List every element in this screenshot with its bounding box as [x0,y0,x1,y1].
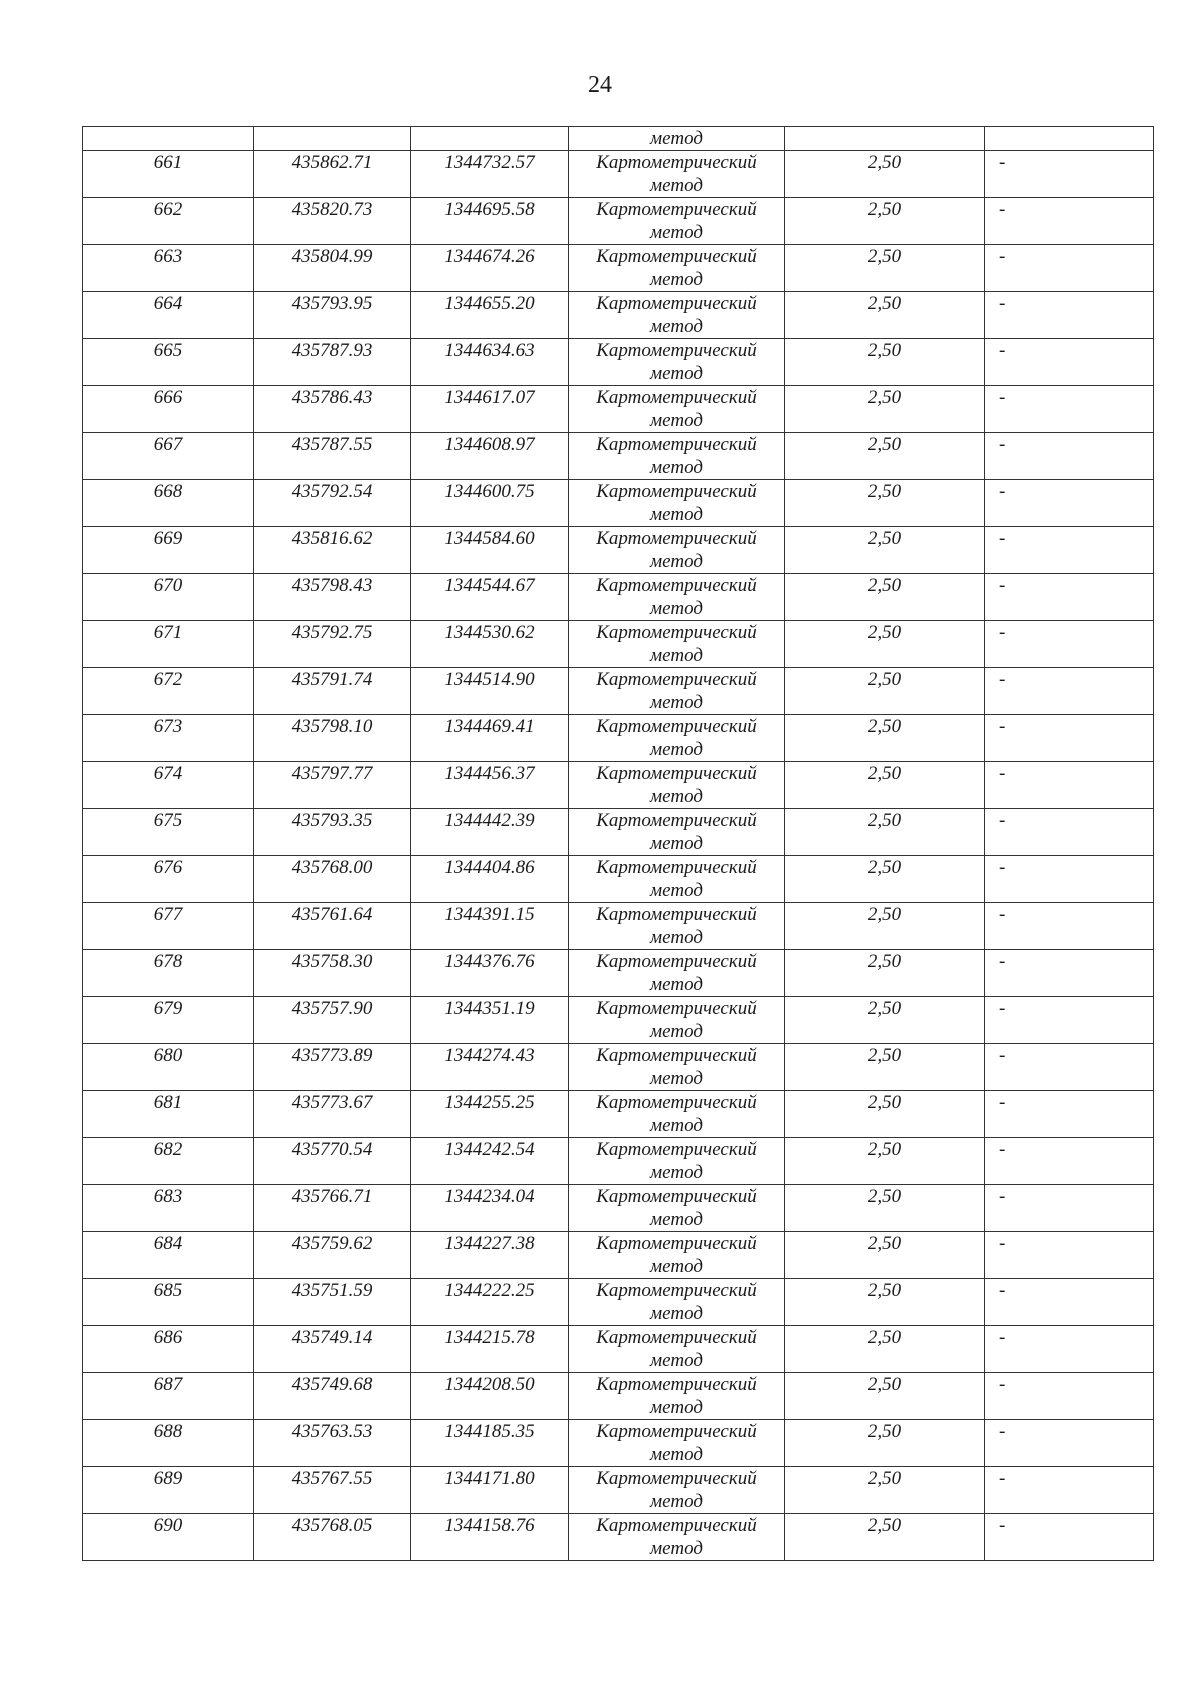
cell-note: - [985,621,1154,668]
method-line-2: метод [650,1350,703,1371]
cell-accuracy: 2,50 [785,809,985,856]
cell-accuracy: 2,50 [785,1232,985,1279]
cell-method [569,386,785,433]
cell-accuracy: 2,50 [785,527,985,574]
cell-y: 1344617.07 [411,386,569,433]
cell-number: 661 [83,151,254,198]
method-line-1: Картометрический [596,575,757,596]
cell-method [569,997,785,1044]
cell-number: 669 [83,527,254,574]
cell-accuracy: 2,50 [785,574,985,621]
table-row [83,292,1154,339]
cell-method [569,574,785,621]
method-line-2: метод [650,1538,703,1559]
cell-accuracy: 2,50 [785,950,985,997]
method-line-1: Картометрический [596,998,757,1019]
cell-number: 675 [83,809,254,856]
cell-number: 667 [83,433,254,480]
cell-number: 678 [83,950,254,997]
method-line-1: Картометрический [596,763,757,784]
cell-number: 672 [83,668,254,715]
cell-y: 1344242.54 [411,1138,569,1185]
cell-y: 1344351.19 [411,997,569,1044]
cell-accuracy: 2,50 [785,198,985,245]
cell-method [569,1185,785,1232]
cell-y: 1344274.43 [411,1044,569,1091]
table-row [83,903,1154,950]
method-line-1: Картометрический [596,152,757,173]
cell-y: 1344234.04 [411,1185,569,1232]
cell-accuracy: 2,50 [785,339,985,386]
method-line-2: метод [650,974,703,995]
cell-y: 1344391.15 [411,903,569,950]
method-line-2: метод [650,504,703,525]
cell-x: 435759.62 [254,1232,411,1279]
cell-x: 435768.00 [254,856,411,903]
cell-y: 1344732.57 [411,151,569,198]
cell-accuracy: 2,50 [785,245,985,292]
method-line-1: Картометрический [596,716,757,737]
method-line-2: метод [650,1491,703,1512]
cell-y: 1344608.97 [411,433,569,480]
cell-number: 682 [83,1138,254,1185]
cell-accuracy: 2,50 [785,1279,985,1326]
method-line-1: Картометрический [596,1092,757,1113]
cell-note: - [985,339,1154,386]
table-row [83,1091,1154,1138]
cell-y: 1344185.35 [411,1420,569,1467]
cell-note: - [985,1044,1154,1091]
table-row [83,1326,1154,1373]
cell-number: 676 [83,856,254,903]
method-line-1: Картометрический [596,622,757,643]
table-row [83,1420,1154,1467]
cell-note: - [985,292,1154,339]
cell-x: 435798.10 [254,715,411,762]
method-line-2: метод [650,551,703,572]
method-line-2: метод [650,645,703,666]
cell-x: 435791.74 [254,668,411,715]
method-line-2: метод [650,833,703,854]
method-line-2: метод [650,1444,703,1465]
cell-x: 435773.89 [254,1044,411,1091]
cell-number: 663 [83,245,254,292]
cell-x: 435773.67 [254,1091,411,1138]
cell-x: 435763.53 [254,1420,411,1467]
cell-y: 1344158.76 [411,1514,569,1561]
cell-x: 435767.55 [254,1467,411,1514]
method-line-2: метод [650,363,703,384]
cell-y [411,127,569,151]
cell-number: 666 [83,386,254,433]
cell-note: - [985,151,1154,198]
cell-accuracy [785,127,985,151]
cell-x [254,127,411,151]
cell-y: 1344469.41 [411,715,569,762]
cell-method [569,1279,785,1326]
cell-y: 1344227.38 [411,1232,569,1279]
cell-x: 435786.43 [254,386,411,433]
method-line-1: Картометрический [596,1139,757,1160]
cell-accuracy: 2,50 [785,1467,985,1514]
cell-note: - [985,997,1154,1044]
cell-x: 435798.43 [254,574,411,621]
cell-note: - [985,715,1154,762]
method-line-2: метод [650,222,703,243]
cell-method [569,762,785,809]
cell-accuracy: 2,50 [785,292,985,339]
cell-y: 1344404.86 [411,856,569,903]
cell-number: 684 [83,1232,254,1279]
method-line-1: Картометрический [596,1421,757,1442]
cell-method [569,950,785,997]
cell-y: 1344376.76 [411,950,569,997]
cell-y: 1344584.60 [411,527,569,574]
cell-number: 683 [83,1185,254,1232]
cell-note: - [985,668,1154,715]
method-line-2: метод [650,1115,703,1136]
cell-x: 435768.05 [254,1514,411,1561]
cell-method [569,1514,785,1561]
cell-y: 1344456.37 [411,762,569,809]
cell-y: 1344222.25 [411,1279,569,1326]
cell-accuracy: 2,50 [785,1138,985,1185]
cell-number: 687 [83,1373,254,1420]
cell-note: - [985,1373,1154,1420]
cell-x: 435797.77 [254,762,411,809]
cell-x: 435792.54 [254,480,411,527]
cell-method [569,715,785,762]
table-row [83,1279,1154,1326]
cell-accuracy: 2,50 [785,1373,985,1420]
cell-accuracy: 2,50 [785,386,985,433]
method-line-2: метод [650,1303,703,1324]
cell-y: 1344695.58 [411,198,569,245]
cell-method [569,1044,785,1091]
cell-method [569,1373,785,1420]
cell-number: 673 [83,715,254,762]
cell-y: 1344208.50 [411,1373,569,1420]
cell-x: 435816.62 [254,527,411,574]
cell-method [569,809,785,856]
table-row [83,339,1154,386]
method-line-1: Картометрический [596,387,757,408]
method-line-2: метод [650,1162,703,1183]
cell-note: - [985,386,1154,433]
cell-number: 664 [83,292,254,339]
cell-method [569,151,785,198]
cell-x: 435787.55 [254,433,411,480]
table-row [83,1185,1154,1232]
table-row [83,198,1154,245]
cell-note: - [985,1091,1154,1138]
cell-method [569,1138,785,1185]
table-row [83,950,1154,997]
cell-number: 679 [83,997,254,1044]
method-line-2: метод [650,927,703,948]
method-line-1: Картометрический [596,1515,757,1536]
method-line-2: метод [650,692,703,713]
cell-note: - [985,856,1154,903]
method-line-1: Картометрический [596,1045,757,1066]
table-row [83,245,1154,292]
table-body [83,127,1154,1561]
cell-x: 435751.59 [254,1279,411,1326]
method-line-2: метод [650,739,703,760]
cell-method [569,433,785,480]
cell-method [569,527,785,574]
method-line-1: Картометрический [596,951,757,972]
cell-number: 681 [83,1091,254,1138]
method-line-1: Картометрический [596,199,757,220]
cell-note: - [985,1326,1154,1373]
table-row [83,1514,1154,1561]
table-row [83,856,1154,903]
cell-accuracy: 2,50 [785,1326,985,1373]
cell-number: 685 [83,1279,254,1326]
table-row [83,1138,1154,1185]
cell-note: - [985,1185,1154,1232]
cell-x: 435862.71 [254,151,411,198]
table-row [83,151,1154,198]
cell-accuracy: 2,50 [785,997,985,1044]
table-row [83,1467,1154,1514]
cell-note: - [985,1232,1154,1279]
cell-number: 674 [83,762,254,809]
cell-number: 668 [83,480,254,527]
cell-method: метод [569,127,785,151]
cell-y: 1344442.39 [411,809,569,856]
method-line-1: Картометрический [596,1468,757,1489]
cell-note: - [985,245,1154,292]
cell-accuracy: 2,50 [785,1185,985,1232]
cell-number [83,127,254,151]
method-line-1: Картометрический [596,1233,757,1254]
method-line-2: метод [650,1068,703,1089]
cell-number: 662 [83,198,254,245]
method-line-2: метод [650,316,703,337]
table-row [83,997,1154,1044]
cell-accuracy: 2,50 [785,762,985,809]
cell-number: 690 [83,1514,254,1561]
cell-number: 689 [83,1467,254,1514]
cell-method [569,1467,785,1514]
method-line-2: метод [650,1397,703,1418]
method-line-2: метод [650,1021,703,1042]
cell-method [569,245,785,292]
cell-method [569,339,785,386]
cell-accuracy: 2,50 [785,480,985,527]
table-row [83,668,1154,715]
cell-x: 435804.99 [254,245,411,292]
cell-note: - [985,480,1154,527]
table-row [83,433,1154,480]
cell-note: - [985,1279,1154,1326]
cell-method [569,292,785,339]
method-line-1: Картометрический [596,528,757,549]
table-row [83,809,1154,856]
cell-x: 435766.71 [254,1185,411,1232]
method-line-2: метод [650,410,703,431]
table-row [83,1044,1154,1091]
cell-y: 1344514.90 [411,668,569,715]
method-line-2: метод [650,1209,703,1230]
cell-y: 1344255.25 [411,1091,569,1138]
method-line-2: метод [650,880,703,901]
cell-number: 665 [83,339,254,386]
table-row [83,480,1154,527]
method-line-2: метод [650,1256,703,1277]
table-row [83,621,1154,668]
cell-accuracy: 2,50 [785,1420,985,1467]
method-line-1: Картометрический [596,1186,757,1207]
cell-x: 435820.73 [254,198,411,245]
method-line-1: Картометрический [596,481,757,502]
cell-accuracy: 2,50 [785,1044,985,1091]
cell-y: 1344655.20 [411,292,569,339]
cell-note: - [985,574,1154,621]
cell-accuracy: 2,50 [785,668,985,715]
cell-accuracy: 2,50 [785,1091,985,1138]
method-line-2: метод [650,598,703,619]
cell-x: 435757.90 [254,997,411,1044]
table-row [83,527,1154,574]
page-number: 24 [588,72,612,98]
cell-method [569,1326,785,1373]
cell-y: 1344215.78 [411,1326,569,1373]
cell-y: 1344634.63 [411,339,569,386]
cell-y: 1344600.75 [411,480,569,527]
cell-method [569,856,785,903]
method-line-1: Картометрический [596,434,757,455]
cell-method [569,903,785,950]
table-row [83,1232,1154,1279]
cell-note: - [985,1467,1154,1514]
cell-method [569,668,785,715]
method-line-1: Картометрический [596,246,757,267]
cell-note: - [985,809,1154,856]
cell-number: 677 [83,903,254,950]
cell-method [569,1091,785,1138]
cell-note: - [985,433,1154,480]
method-line-2: метод [650,175,703,196]
cell-x: 435758.30 [254,950,411,997]
method-line-1: Картометрический [596,810,757,831]
cell-accuracy: 2,50 [785,151,985,198]
cell-number: 670 [83,574,254,621]
table-row [83,386,1154,433]
cell-note: - [985,762,1154,809]
method-line-1: Картометрический [596,669,757,690]
cell-accuracy: 2,50 [785,856,985,903]
cell-y: 1344530.62 [411,621,569,668]
table-row [83,762,1154,809]
cell-note: - [985,527,1154,574]
cell-accuracy: 2,50 [785,433,985,480]
cell-x: 435793.95 [254,292,411,339]
cell-accuracy: 2,50 [785,903,985,950]
method-line-1: Картометрический [596,293,757,314]
cell-number: 688 [83,1420,254,1467]
cell-accuracy: 2,50 [785,1514,985,1561]
cell-x: 435749.68 [254,1373,411,1420]
cell-method [569,621,785,668]
cell-accuracy: 2,50 [785,715,985,762]
table-row [83,715,1154,762]
cell-accuracy: 2,50 [785,621,985,668]
method-line-1: Картометрический [596,1280,757,1301]
cell-method [569,198,785,245]
cell-number: 680 [83,1044,254,1091]
cell-note: - [985,903,1154,950]
cell-y: 1344544.67 [411,574,569,621]
cell-number: 671 [83,621,254,668]
cell-number: 686 [83,1326,254,1373]
cell-method [569,1420,785,1467]
cell-x: 435793.35 [254,809,411,856]
cell-x: 435792.75 [254,621,411,668]
cell-x: 435749.14 [254,1326,411,1373]
method-line-1: Картометрический [596,340,757,361]
continuation-row [83,127,1154,151]
cell-note: - [985,1514,1154,1561]
method-line-2: метод [650,786,703,807]
cell-x: 435787.93 [254,339,411,386]
cell-y: 1344674.26 [411,245,569,292]
cell-note: - [985,1138,1154,1185]
method-line-1: Картометрический [596,857,757,878]
cell-note: - [985,1420,1154,1467]
cell-note: - [985,198,1154,245]
method-line-2: метод [650,269,703,290]
cell-note [985,127,1154,151]
method-line-1: Картометрический [596,1327,757,1348]
method-line-1: Картометрический [596,904,757,925]
cell-x: 435770.54 [254,1138,411,1185]
method-line-2: метод [650,457,703,478]
cell-note: - [985,950,1154,997]
cell-method [569,480,785,527]
table-row [83,574,1154,621]
coordinates-table [82,126,1154,1561]
method-line-1: Картометрический [596,1374,757,1395]
cell-method [569,1232,785,1279]
cell-x: 435761.64 [254,903,411,950]
table-row [83,1373,1154,1420]
cell-y: 1344171.80 [411,1467,569,1514]
